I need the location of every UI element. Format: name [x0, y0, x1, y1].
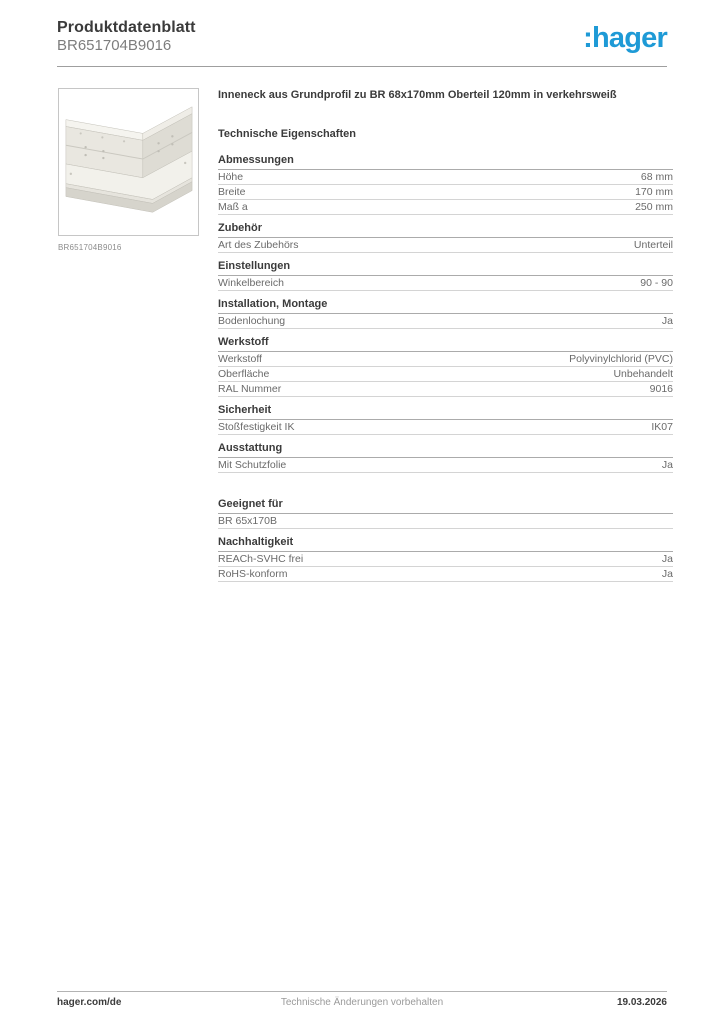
spec-section — [218, 443, 673, 473]
spec-value: Ja — [661, 459, 673, 471]
spec-value: 90 - 90 — [640, 277, 673, 289]
spec-row — [218, 238, 673, 253]
spec-section — [218, 405, 673, 435]
article-number: BR651704B9016 — [57, 37, 172, 54]
spec-value: Unterteil — [633, 239, 673, 251]
spec-label: Oberfläche — [218, 368, 270, 380]
spec-value: Ja — [661, 315, 673, 327]
section-title: Zubehör — [218, 223, 673, 238]
content-column — [218, 85, 673, 582]
footer-notice: Technische Änderungen vorbehalten — [280, 997, 444, 1008]
page-title: Produktdatenblatt — [57, 19, 196, 36]
spec-row — [218, 552, 673, 567]
image-caption: BR651704B9016 — [58, 243, 122, 252]
spec-section — [218, 299, 673, 329]
spec-section — [218, 537, 673, 582]
spec-value: IK07 — [651, 421, 673, 433]
section-title: Werkstoff — [218, 337, 673, 352]
spec-label: RoHS-konform — [218, 568, 288, 580]
spec-section — [218, 261, 673, 291]
spec-row — [218, 567, 673, 582]
spec-value: 170 mm — [635, 186, 673, 198]
product-description: Inneneck aus Grundprofil zu BR 68x170mm Oberteil 120mm in verkehrsweiß — [218, 89, 617, 101]
header-divider — [57, 66, 667, 67]
footer-date: 19.03.2026 — [616, 997, 667, 1008]
spec-value: 9016 — [649, 383, 673, 395]
spec-value: Ja — [661, 553, 673, 565]
spec-row — [218, 314, 673, 329]
spec-label: Maß a — [218, 201, 248, 213]
spec-value: 250 mm — [635, 201, 673, 213]
spec-value: Ja — [661, 568, 673, 580]
spec-label: BR 65x170B — [218, 515, 277, 527]
section-title: Ausstattung — [218, 443, 673, 458]
spec-section — [218, 155, 673, 215]
spec-label: Art des Zubehörs — [218, 239, 299, 251]
spec-row — [218, 420, 673, 435]
section-title: Geeignet für — [218, 499, 673, 514]
spec-heading: Technische Eigenschaften — [218, 128, 356, 140]
spec-label: Stoßfestigkeit IK — [218, 421, 295, 433]
spec-row — [218, 382, 673, 397]
spec-row — [218, 185, 673, 200]
corner-duct-render — [59, 89, 198, 235]
spec-row — [218, 458, 673, 473]
spec-label: Winkelbereich — [218, 277, 284, 289]
spec-label: Breite — [218, 186, 246, 198]
header — [57, 18, 196, 55]
spec-value: 68 mm — [640, 171, 673, 183]
section-title: Einstellungen — [218, 261, 673, 276]
spec-section — [218, 337, 673, 397]
spec-section — [218, 223, 673, 253]
spec-label: Mit Schutzfolie — [218, 459, 287, 471]
spec-label: REACh-SVHC frei — [218, 553, 304, 565]
section-title: Abmessungen — [218, 155, 673, 170]
spec-value: Unbehandelt — [613, 368, 673, 380]
spec-section — [218, 499, 673, 529]
spec-label: Höhe — [218, 171, 244, 183]
spec-row — [218, 367, 673, 382]
section-title: Sicherheit — [218, 405, 673, 420]
footer — [57, 997, 667, 1008]
section-title: Installation, Montage — [218, 299, 673, 314]
product-image — [58, 88, 199, 236]
spec-row — [218, 170, 673, 185]
footer-website: hager.com/de — [57, 997, 122, 1008]
spec-row — [218, 514, 673, 529]
spec-label: Bodenlochung — [218, 315, 286, 327]
spec-label: Werkstoff — [218, 353, 262, 365]
spec-label: RAL Nummer — [218, 383, 282, 395]
spec-row — [218, 352, 673, 367]
footer-divider — [57, 991, 667, 992]
spec-value: Polyvinylchlorid (PVC) — [569, 353, 673, 365]
section-title: Nachhaltigkeit — [218, 537, 673, 552]
spec-row — [218, 276, 673, 291]
spec-row — [218, 200, 673, 215]
hager-logo: :hager — [583, 22, 667, 54]
spec-sections — [218, 155, 673, 582]
